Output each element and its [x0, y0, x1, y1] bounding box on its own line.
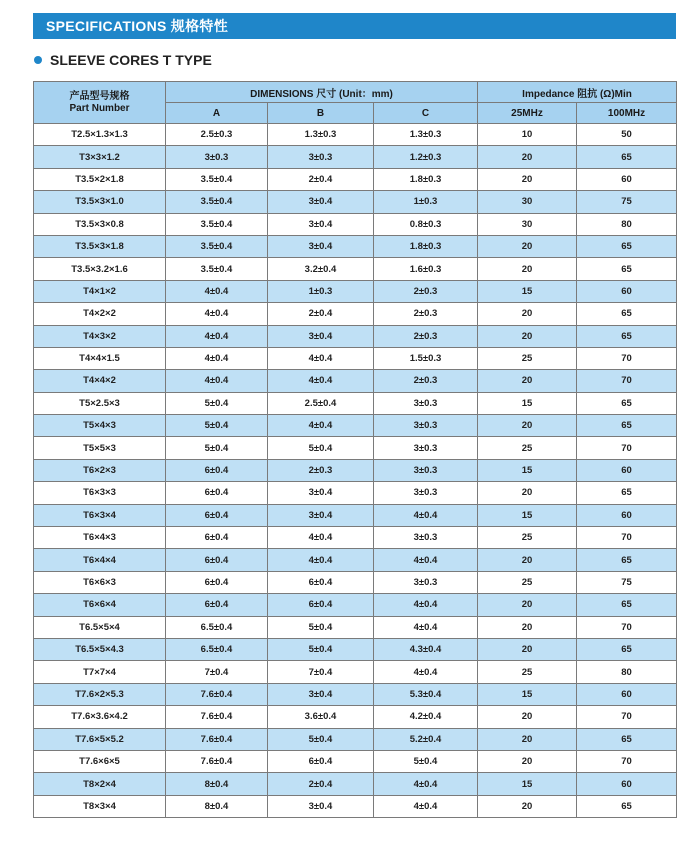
- dim-c-cell: 3±0.3: [374, 392, 478, 414]
- impedance-25mhz-cell: 10: [478, 124, 577, 146]
- table-row: [34, 482, 677, 504]
- impedance-100mhz-cell: 60: [577, 459, 677, 481]
- dim-b-cell: 3±0.3: [268, 146, 374, 168]
- dim-a-cell: 4±0.4: [166, 280, 268, 302]
- table-row: [34, 527, 677, 549]
- impedance-25mhz-cell: 20: [478, 549, 577, 571]
- dim-b-cell: 3±0.4: [268, 795, 374, 817]
- dim-a-cell: 4±0.4: [166, 370, 268, 392]
- dim-a-cell: 6.5±0.4: [166, 616, 268, 638]
- dim-a-cell: 8±0.4: [166, 773, 268, 795]
- impedance-25mhz-cell: 20: [478, 616, 577, 638]
- dim-c-cell: 4±0.4: [374, 773, 478, 795]
- table-row: [34, 437, 677, 459]
- table-row: [34, 750, 677, 772]
- dim-a-cell: 6±0.4: [166, 594, 268, 616]
- dim-a-cell: 5±0.4: [166, 437, 268, 459]
- impedance-100mhz-cell: 65: [577, 258, 677, 280]
- impedance-100mhz-cell: 75: [577, 191, 677, 213]
- dim-b-cell: 2±0.3: [268, 459, 374, 481]
- table-row: [34, 258, 677, 280]
- dim-c-cell: 3±0.3: [374, 482, 478, 504]
- impedance-100mhz-cell: 70: [577, 616, 677, 638]
- table-row: [34, 146, 677, 168]
- dim-a-cell: 7.6±0.4: [166, 750, 268, 772]
- impedance-25mhz-cell: 15: [478, 459, 577, 481]
- part-number-cell: T5×2.5×3: [34, 392, 166, 414]
- dim-c-cell: 1.2±0.3: [374, 146, 478, 168]
- dim-b-cell: 2±0.4: [268, 168, 374, 190]
- impedance-25mhz-cell: 25: [478, 527, 577, 549]
- part-number-cell: T3.5×3×1.8: [34, 235, 166, 257]
- impedance-25mhz-cell: 20: [478, 482, 577, 504]
- dim-c-cell: 0.8±0.3: [374, 213, 478, 235]
- column-header-b: B: [268, 103, 374, 124]
- dim-b-cell: 3±0.4: [268, 235, 374, 257]
- column-header-25mhz: 25MHz: [478, 103, 577, 124]
- table-row: [34, 571, 677, 593]
- dim-a-cell: 6±0.4: [166, 482, 268, 504]
- impedance-100mhz-cell: 65: [577, 392, 677, 414]
- dim-a-cell: 7.6±0.4: [166, 728, 268, 750]
- table-row: [34, 616, 677, 638]
- impedance-100mhz-cell: 80: [577, 213, 677, 235]
- dim-b-cell: 5±0.4: [268, 616, 374, 638]
- impedance-25mhz-cell: 20: [478, 235, 577, 257]
- dim-a-cell: 5±0.4: [166, 392, 268, 414]
- part-number-cell: T6.5×5×4.3: [34, 638, 166, 660]
- impedance-25mhz-cell: 20: [478, 638, 577, 660]
- part-number-cell: T3.5×3×0.8: [34, 213, 166, 235]
- dim-b-cell: 6±0.4: [268, 594, 374, 616]
- dim-c-cell: 4±0.4: [374, 795, 478, 817]
- impedance-100mhz-cell: 70: [577, 437, 677, 459]
- part-number-cell: T7×7×4: [34, 661, 166, 683]
- part-number-cell: T7.6×2×5.3: [34, 683, 166, 705]
- table-row: [34, 504, 677, 526]
- table-row: [34, 661, 677, 683]
- dim-a-cell: 6±0.4: [166, 504, 268, 526]
- impedance-100mhz-cell: 65: [577, 482, 677, 504]
- part-number-cell: T7.6×6×5: [34, 750, 166, 772]
- dim-b-cell: 3±0.4: [268, 325, 374, 347]
- dim-a-cell: 4±0.4: [166, 303, 268, 325]
- dim-c-cell: 5.2±0.4: [374, 728, 478, 750]
- table-row: [34, 594, 677, 616]
- part-number-cell: T4×4×2: [34, 370, 166, 392]
- table-row: [34, 191, 677, 213]
- impedance-100mhz-cell: 60: [577, 280, 677, 302]
- column-header-100mhz: 100MHz: [577, 103, 677, 124]
- dimensions-header: DIMENSIONS 尺寸 (Unit：mm): [166, 82, 478, 103]
- table-row: [34, 213, 677, 235]
- part-number-cell: T6×3×3: [34, 482, 166, 504]
- table-row: [34, 168, 677, 190]
- impedance-100mhz-cell: 60: [577, 683, 677, 705]
- dim-b-cell: 1.3±0.3: [268, 124, 374, 146]
- part-number-cell: T6×4×3: [34, 527, 166, 549]
- dim-a-cell: 3.5±0.4: [166, 235, 268, 257]
- table-row: [34, 347, 677, 369]
- part-number-cell: T6×6×4: [34, 594, 166, 616]
- dim-c-cell: 2±0.3: [374, 280, 478, 302]
- dim-a-cell: 6.5±0.4: [166, 638, 268, 660]
- part-number-cell: T8×3×4: [34, 795, 166, 817]
- impedance-100mhz-cell: 65: [577, 303, 677, 325]
- impedance-25mhz-cell: 20: [478, 706, 577, 728]
- dim-b-cell: 3±0.4: [268, 213, 374, 235]
- impedance-25mhz-cell: 25: [478, 571, 577, 593]
- part-number-cell: T4×2×2: [34, 303, 166, 325]
- part-number-cell: T4×1×2: [34, 280, 166, 302]
- table-row: [34, 303, 677, 325]
- dim-c-cell: 1.8±0.3: [374, 168, 478, 190]
- dim-a-cell: 7.6±0.4: [166, 683, 268, 705]
- table-row: [34, 795, 677, 817]
- dim-a-cell: 3±0.3: [166, 146, 268, 168]
- table-row: [34, 706, 677, 728]
- impedance-25mhz-cell: 30: [478, 213, 577, 235]
- dim-b-cell: 1±0.3: [268, 280, 374, 302]
- dim-a-cell: 3.5±0.4: [166, 258, 268, 280]
- impedance-25mhz-cell: 15: [478, 392, 577, 414]
- impedance-25mhz-cell: 20: [478, 370, 577, 392]
- dim-c-cell: 2±0.3: [374, 370, 478, 392]
- impedance-100mhz-cell: 70: [577, 750, 677, 772]
- dim-b-cell: 3.2±0.4: [268, 258, 374, 280]
- dim-c-cell: 2±0.3: [374, 303, 478, 325]
- part-number-cell: T2.5×1.3×1.3: [34, 124, 166, 146]
- impedance-25mhz-cell: 25: [478, 437, 577, 459]
- spec-banner: SPECIFICATIONS 规格特性: [33, 13, 676, 39]
- impedance-100mhz-cell: 60: [577, 773, 677, 795]
- table-row: [34, 235, 677, 257]
- table-row: [34, 325, 677, 347]
- dim-c-cell: 1.5±0.3: [374, 347, 478, 369]
- dim-c-cell: 3±0.3: [374, 527, 478, 549]
- table-row: [34, 549, 677, 571]
- dim-b-cell: 6±0.4: [268, 750, 374, 772]
- column-header-a: A: [166, 103, 268, 124]
- part-number-cell: T3.5×3.2×1.6: [34, 258, 166, 280]
- spec-table: [33, 81, 677, 818]
- impedance-100mhz-cell: 70: [577, 527, 677, 549]
- impedance-100mhz-cell: 65: [577, 325, 677, 347]
- dim-a-cell: 3.5±0.4: [166, 191, 268, 213]
- table-row: [34, 728, 677, 750]
- impedance-25mhz-cell: 15: [478, 280, 577, 302]
- dim-a-cell: 4±0.4: [166, 347, 268, 369]
- table-row: [34, 773, 677, 795]
- dim-c-cell: 4±0.4: [374, 616, 478, 638]
- part-number-cell: T8×2×4: [34, 773, 166, 795]
- dim-a-cell: 6±0.4: [166, 549, 268, 571]
- impedance-100mhz-cell: 65: [577, 235, 677, 257]
- dim-b-cell: 3.6±0.4: [268, 706, 374, 728]
- dim-c-cell: 4±0.4: [374, 504, 478, 526]
- part-number-cell: T6×3×4: [34, 504, 166, 526]
- dim-c-cell: 4±0.4: [374, 549, 478, 571]
- impedance-100mhz-cell: 60: [577, 504, 677, 526]
- dim-c-cell: 2±0.3: [374, 325, 478, 347]
- table-row: [34, 370, 677, 392]
- dim-b-cell: 3±0.4: [268, 482, 374, 504]
- impedance-25mhz-cell: 30: [478, 191, 577, 213]
- impedance-25mhz-cell: 20: [478, 258, 577, 280]
- part-number-header-en: Part Number: [69, 102, 130, 114]
- impedance-25mhz-cell: 20: [478, 325, 577, 347]
- impedance-25mhz-cell: 20: [478, 303, 577, 325]
- dim-c-cell: 5±0.4: [374, 750, 478, 772]
- impedance-header: Impedance 阻抗 (Ω)Min: [478, 82, 677, 103]
- impedance-100mhz-cell: 65: [577, 594, 677, 616]
- dim-a-cell: 7.6±0.4: [166, 706, 268, 728]
- dim-b-cell: 5±0.4: [268, 638, 374, 660]
- dim-a-cell: 6±0.4: [166, 571, 268, 593]
- part-number-cell: T6×2×3: [34, 459, 166, 481]
- impedance-25mhz-cell: 15: [478, 773, 577, 795]
- dim-b-cell: 3±0.4: [268, 683, 374, 705]
- table-row: [34, 683, 677, 705]
- dim-c-cell: 3±0.3: [374, 571, 478, 593]
- dim-a-cell: 3.5±0.4: [166, 168, 268, 190]
- dim-b-cell: 4±0.4: [268, 527, 374, 549]
- dim-b-cell: 3±0.4: [268, 191, 374, 213]
- part-number-cell: T5×5×3: [34, 437, 166, 459]
- dim-b-cell: 4±0.4: [268, 347, 374, 369]
- table-row: [34, 415, 677, 437]
- impedance-25mhz-cell: 20: [478, 728, 577, 750]
- dim-c-cell: 5.3±0.4: [374, 683, 478, 705]
- impedance-100mhz-cell: 75: [577, 571, 677, 593]
- impedance-100mhz-cell: 65: [577, 549, 677, 571]
- dim-c-cell: 4.2±0.4: [374, 706, 478, 728]
- impedance-100mhz-cell: 65: [577, 415, 677, 437]
- part-number-cell: T6×6×3: [34, 571, 166, 593]
- dim-b-cell: 2.5±0.4: [268, 392, 374, 414]
- dim-c-cell: 3±0.3: [374, 437, 478, 459]
- impedance-100mhz-cell: 70: [577, 706, 677, 728]
- impedance-25mhz-cell: 15: [478, 683, 577, 705]
- column-header-c: C: [374, 103, 478, 124]
- section-title: SLEEVE CORES T TYPE: [50, 52, 212, 68]
- part-number-cell: T4×3×2: [34, 325, 166, 347]
- impedance-100mhz-cell: 60: [577, 168, 677, 190]
- part-number-cell: T3.5×3×1.0: [34, 191, 166, 213]
- part-number-cell: T6×4×4: [34, 549, 166, 571]
- table-row: [34, 638, 677, 660]
- dim-c-cell: 3±0.3: [374, 459, 478, 481]
- spec-table-body: [34, 124, 677, 818]
- dim-c-cell: 1.3±0.3: [374, 124, 478, 146]
- dim-c-cell: 1.6±0.3: [374, 258, 478, 280]
- impedance-100mhz-cell: 65: [577, 146, 677, 168]
- dim-c-cell: 4.3±0.4: [374, 638, 478, 660]
- part-number-header: [34, 82, 166, 124]
- dim-b-cell: 2±0.4: [268, 773, 374, 795]
- impedance-25mhz-cell: 25: [478, 347, 577, 369]
- bullet-dot-icon: [34, 56, 42, 64]
- dim-b-cell: 2±0.4: [268, 303, 374, 325]
- dim-a-cell: 2.5±0.3: [166, 124, 268, 146]
- impedance-25mhz-cell: 20: [478, 168, 577, 190]
- dim-c-cell: 3±0.3: [374, 415, 478, 437]
- impedance-25mhz-cell: 20: [478, 795, 577, 817]
- impedance-25mhz-cell: 20: [478, 594, 577, 616]
- dim-a-cell: 4±0.4: [166, 325, 268, 347]
- dim-c-cell: 4±0.4: [374, 661, 478, 683]
- impedance-25mhz-cell: 20: [478, 146, 577, 168]
- impedance-100mhz-cell: 70: [577, 370, 677, 392]
- dim-a-cell: 8±0.4: [166, 795, 268, 817]
- dim-b-cell: 4±0.4: [268, 415, 374, 437]
- dim-b-cell: 4±0.4: [268, 549, 374, 571]
- part-number-cell: T3×3×1.2: [34, 146, 166, 168]
- dim-b-cell: 7±0.4: [268, 661, 374, 683]
- impedance-25mhz-cell: 20: [478, 415, 577, 437]
- dim-b-cell: 5±0.4: [268, 728, 374, 750]
- part-number-cell: T5×4×3: [34, 415, 166, 437]
- dim-a-cell: 5±0.4: [166, 415, 268, 437]
- dim-b-cell: 3±0.4: [268, 504, 374, 526]
- table-row: [34, 280, 677, 302]
- impedance-25mhz-cell: 20: [478, 750, 577, 772]
- part-number-cell: T7.6×5×5.2: [34, 728, 166, 750]
- impedance-100mhz-cell: 65: [577, 795, 677, 817]
- part-number-header-cn: 产品型号规格: [69, 90, 130, 102]
- part-number-cell: T3.5×2×1.8: [34, 168, 166, 190]
- table-row: [34, 392, 677, 414]
- dim-a-cell: 7±0.4: [166, 661, 268, 683]
- impedance-100mhz-cell: 65: [577, 638, 677, 660]
- dim-c-cell: 1.8±0.3: [374, 235, 478, 257]
- part-number-cell: T6.5×5×4: [34, 616, 166, 638]
- table-row: [34, 124, 677, 146]
- part-number-cell: T7.6×3.6×4.2: [34, 706, 166, 728]
- section-heading: [34, 51, 212, 69]
- dim-c-cell: 4±0.4: [374, 594, 478, 616]
- impedance-100mhz-cell: 70: [577, 347, 677, 369]
- dim-b-cell: 4±0.4: [268, 370, 374, 392]
- impedance-25mhz-cell: 15: [478, 504, 577, 526]
- dim-b-cell: 5±0.4: [268, 437, 374, 459]
- dim-c-cell: 1±0.3: [374, 191, 478, 213]
- impedance-100mhz-cell: 80: [577, 661, 677, 683]
- impedance-25mhz-cell: 25: [478, 661, 577, 683]
- dim-a-cell: 6±0.4: [166, 527, 268, 549]
- table-row: [34, 459, 677, 481]
- dim-a-cell: 6±0.4: [166, 459, 268, 481]
- dim-a-cell: 3.5±0.4: [166, 213, 268, 235]
- part-number-cell: T4×4×1.5: [34, 347, 166, 369]
- impedance-100mhz-cell: 50: [577, 124, 677, 146]
- dim-b-cell: 6±0.4: [268, 571, 374, 593]
- impedance-100mhz-cell: 65: [577, 728, 677, 750]
